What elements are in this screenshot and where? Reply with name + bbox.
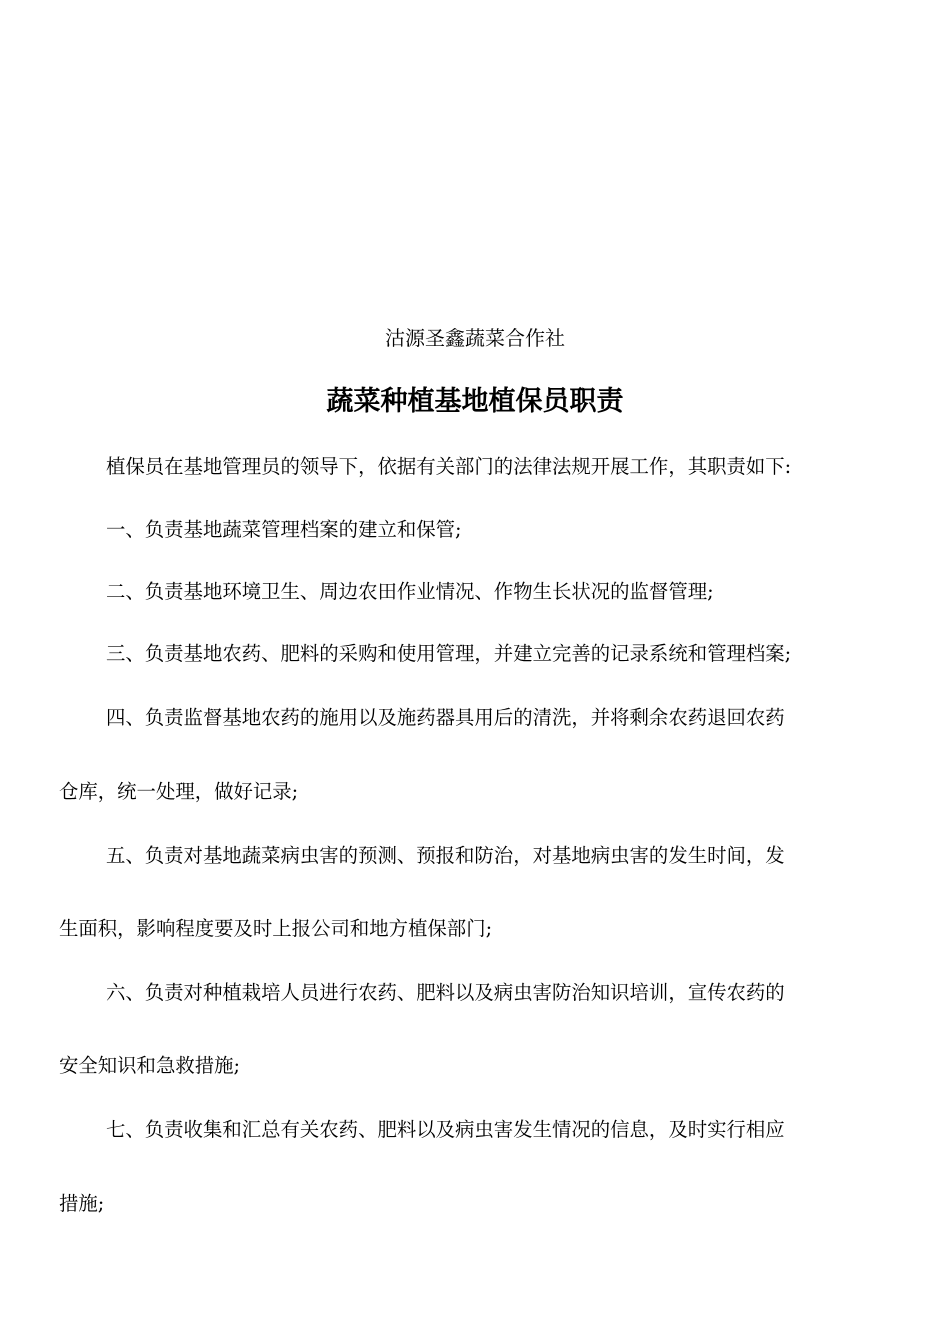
- duty-item-3: 三、负责基地农药、肥料的采购和使用管理，并建立完善的记录系统和管理档案;: [106, 642, 792, 665]
- intro-paragraph: 植保员在基地管理员的领导下，依据有关部门的法律法规开展工作，其职责如下:: [106, 455, 792, 478]
- duty-item-1: 一、负责基地蔬菜管理档案的建立和保管;: [106, 518, 462, 541]
- duty-item-5-continued: 生面积，影响程度要及时上报公司和地方植保部门;: [59, 917, 493, 940]
- duty-item-5: 五、负责对基地蔬菜病虫害的预测、预报和防治，对基地病虫害的发生时间，发: [106, 844, 785, 867]
- organization-name: 沽源圣鑫蔬菜合作社: [385, 326, 565, 350]
- duty-item-7: 七、负责收集和汇总有关农药、肥料以及病虫害发生情况的信息，及时实行相应: [106, 1118, 785, 1141]
- duty-item-7-continued: 措施;: [59, 1192, 105, 1215]
- duty-item-6: 六、负责对种植栽培人员进行农药、肥料以及病虫害防治知识培训，宣传农药的: [106, 981, 785, 1004]
- duty-item-4-continued: 仓库，统一处理，做好记录;: [59, 780, 299, 803]
- duty-item-6-continued: 安全知识和急救措施;: [59, 1054, 241, 1077]
- duty-item-4: 四、负责监督基地农药的施用以及施药器具用后的清洗，并将剩余农药退回农药: [106, 706, 785, 729]
- document-title: 蔬菜种植基地植保员职责: [326, 386, 624, 417]
- duty-item-2: 二、负责基地环境卫生、周边农田作业情况、作物生长状况的监督管理;: [106, 580, 714, 603]
